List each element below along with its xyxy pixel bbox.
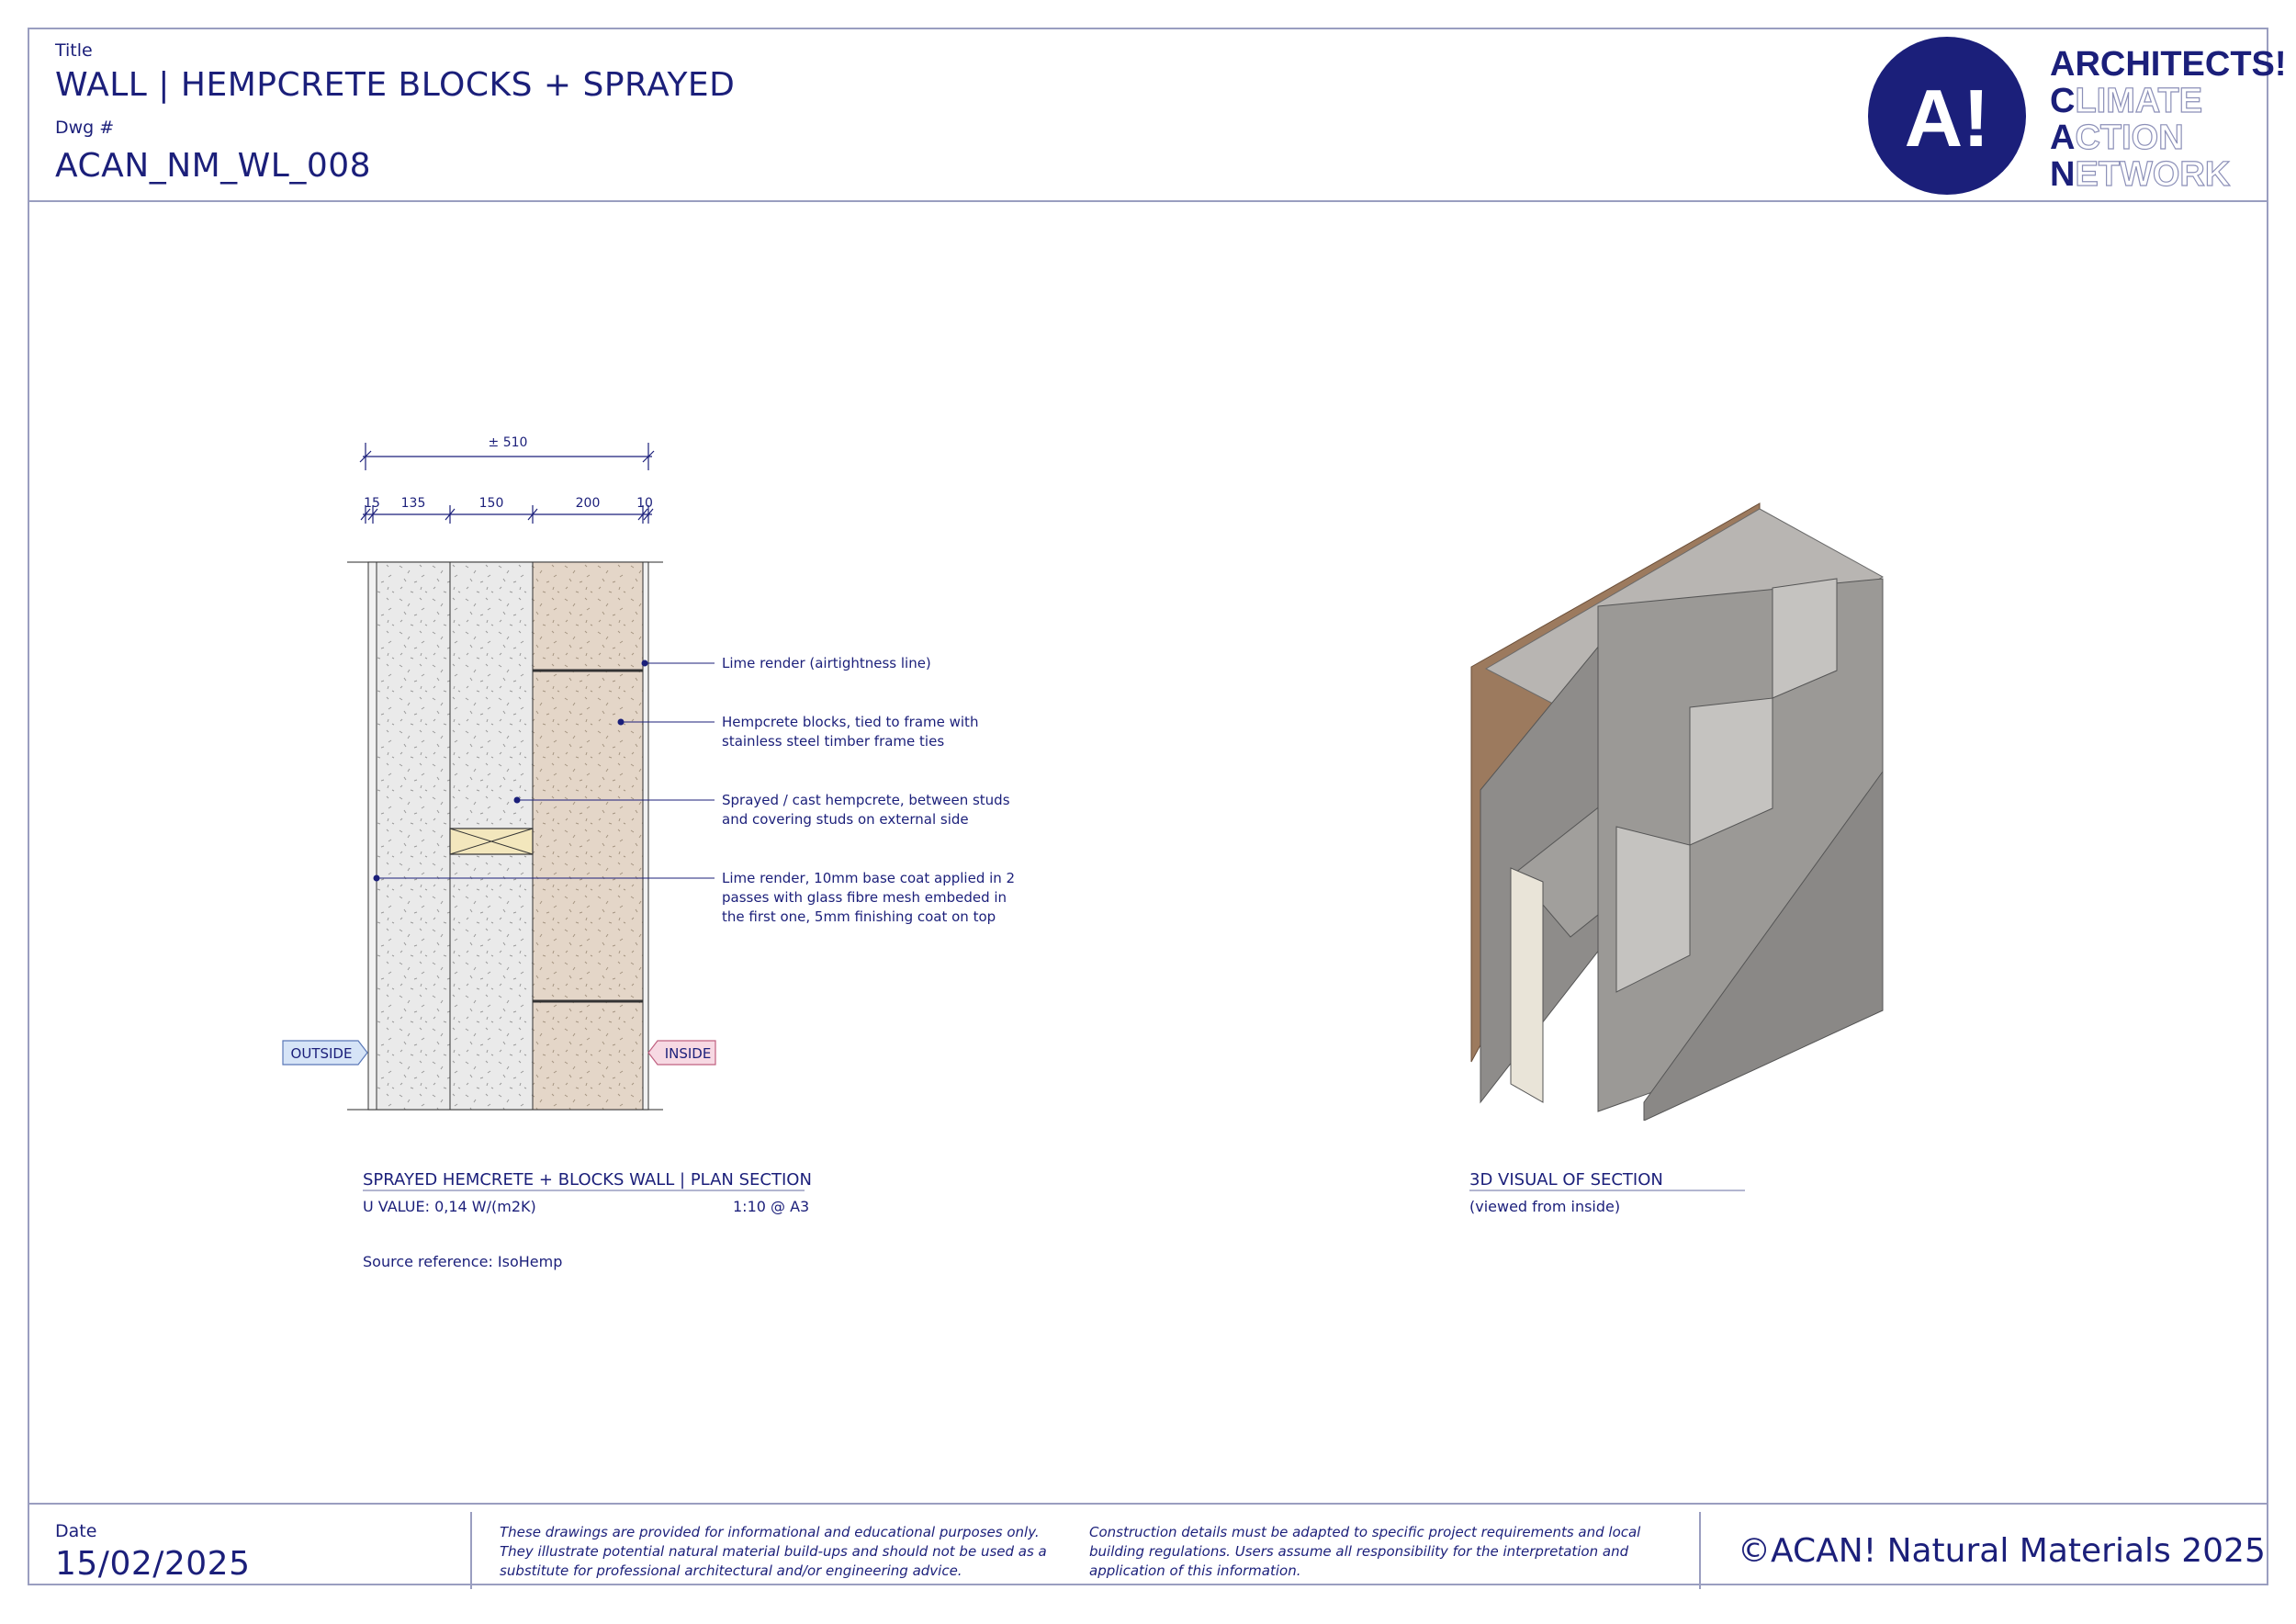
dim-overall-label: ± 510 (488, 435, 528, 450)
dim-layer-1: 15 (364, 496, 380, 511)
scale: 1:10 @ A3 (733, 1198, 810, 1215)
3d-visual (1460, 496, 1901, 1121)
logo-line-1: ARCHITECTS! (2050, 45, 2287, 84)
logo-line-2: CLIMATE (2050, 82, 2203, 120)
layer-outer-render (368, 562, 377, 1110)
dwg-number: ACAN_NM_WL_008 (55, 147, 372, 185)
visual-subcaption: (viewed from inside) (1469, 1198, 1621, 1215)
layer-inner-render (643, 562, 648, 1110)
u-value: U VALUE: 0,14 W/(m2K) (363, 1198, 536, 1215)
disclaimer-1: These drawings are provided for informational and educational purposes only. They illustrate potential natural material build-ups and should not be used as a substitute for professional architectural and/or engineering advice. (500, 1524, 1047, 1579)
layer-hempcrete-blocks (533, 562, 643, 1110)
annotation-1: Lime render (airtightness line) (722, 655, 931, 671)
dim-layer-2: 135 (400, 496, 426, 511)
date: 15/02/2025 (55, 1545, 251, 1583)
annotation-4: Lime render, 10mm base coat applied in 2 passes with glass fibre mesh embeded in the first one, 5mm finishing coat on top (722, 870, 1016, 925)
inside-tag: INSIDE (664, 1045, 712, 1062)
visual-caption: 3D VISUAL OF SECTION (1469, 1170, 1663, 1190)
annotation-2: Hempcrete blocks, tied to frame with stainless steel timber frame ties (722, 714, 979, 750)
stud-face (1511, 868, 1543, 1102)
layer-sprayed-hempcrete-outer (377, 562, 450, 1110)
outside-tag: OUTSIDE (290, 1045, 353, 1062)
dwg-label: Dwg # (55, 118, 115, 138)
copyright: ©ACAN! Natural Materials 2025 (1738, 1532, 2266, 1570)
source-reference: Source reference: IsoHemp (363, 1253, 563, 1270)
disclaimer-2: Construction details must be adapted to specific project requirements and local building regulations. Users assume all responsibility for the interpretation and application of this information. (1089, 1524, 1641, 1579)
logo-line-4: NETWORK (2050, 155, 2231, 194)
section-caption: SPRAYED HEMCRETE + BLOCKS WALL | PLAN SECTION (363, 1170, 812, 1190)
date-label: Date (55, 1521, 97, 1541)
page-title: WALL | HEMPCRETE BLOCKS + SPRAYED (55, 66, 736, 104)
logo-mark: A! (1904, 73, 1990, 164)
logo-line-3: ACTION (2050, 118, 2184, 157)
dim-layer-3: 150 (478, 496, 504, 511)
dim-layer-5: 10 (636, 496, 653, 511)
dim-layer-4: 200 (575, 496, 601, 511)
title-label: Title (55, 40, 93, 61)
annotation-3: Sprayed / cast hempcrete, between studs and covering studs on external side (722, 792, 1010, 828)
timber-stud (450, 829, 533, 854)
